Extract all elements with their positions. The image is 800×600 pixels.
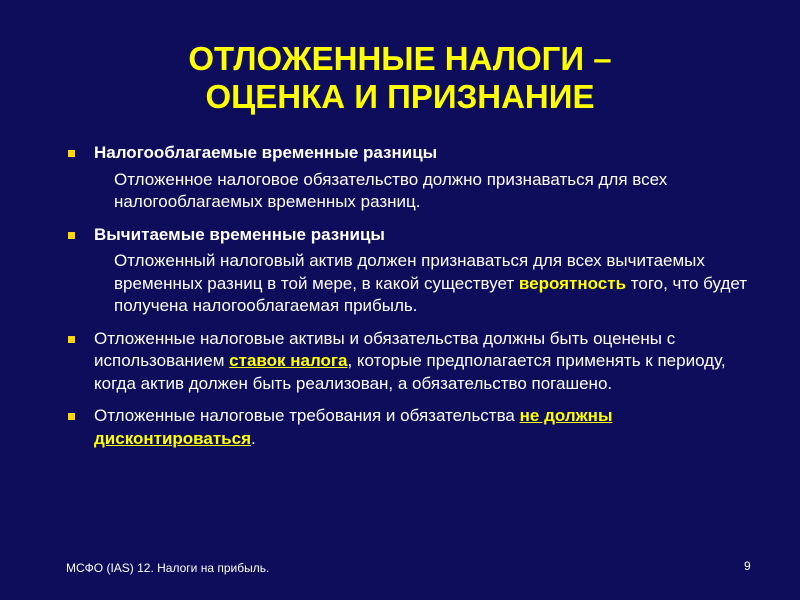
bullet-square-icon	[68, 150, 75, 157]
highlight-tax-rates: ставок налога	[229, 351, 348, 370]
bullet-text-content: Отложенное налоговое обязательство должно признаваться для всех налогооблагаемых временных разниц.	[114, 169, 668, 211]
bullet-heading: Налогооблагаемые временные разницы	[94, 143, 438, 162]
bullet-text-after: того, что будет получена налогооблагаемая прибыль.	[114, 273, 748, 315]
bullet-list	[66, 142, 756, 460]
bullet-item-deductible-differences	[66, 224, 756, 318]
bullet-item-no-discounting	[66, 405, 756, 450]
highlight-probability: вероятность	[518, 273, 627, 293]
bullet-text	[94, 169, 756, 214]
title-line-2: ОЦЕНКА И ПРИЗНАНИЕ	[205, 78, 595, 115]
bullet-item-taxable-differences	[66, 142, 756, 214]
bullet-text-before: Отложенный налоговый актив должен признаваться для всех вычитаемых временных разниц в той мере, в какой существует	[114, 251, 705, 293]
bullet-text	[94, 405, 756, 450]
bullet-text-before: Отложенные налоговые активы и обязательства должны быть оценены с использованием	[94, 328, 676, 370]
bullet-square-icon	[68, 336, 75, 343]
bullet-text-after: .	[251, 428, 256, 448]
slide-title	[0, 40, 800, 116]
bullet-text-after: , которые предполагается применять к периоду, когда актив должен быть реализован, а обязательство погашено.	[94, 351, 726, 393]
title-line-1: ОТЛОЖЕННЫЕ НАЛОГИ –	[188, 40, 612, 77]
page-number: 9	[744, 559, 751, 573]
bullet-text	[94, 328, 756, 396]
bullet-text-before: Отложенные налоговые требования и обязательства	[94, 406, 520, 425]
bullet-item-measurement	[66, 328, 756, 396]
highlight-no-discounting: не должны дисконтироваться	[94, 406, 613, 448]
bullet-square-icon	[68, 232, 75, 239]
bullet-text	[94, 250, 756, 318]
slide-footer: МСФО (IAS) 12. Налоги на прибыль.	[66, 561, 270, 575]
bullet-heading: Вычитаемые временные разницы	[94, 224, 385, 244]
bullet-square-icon	[68, 413, 75, 420]
